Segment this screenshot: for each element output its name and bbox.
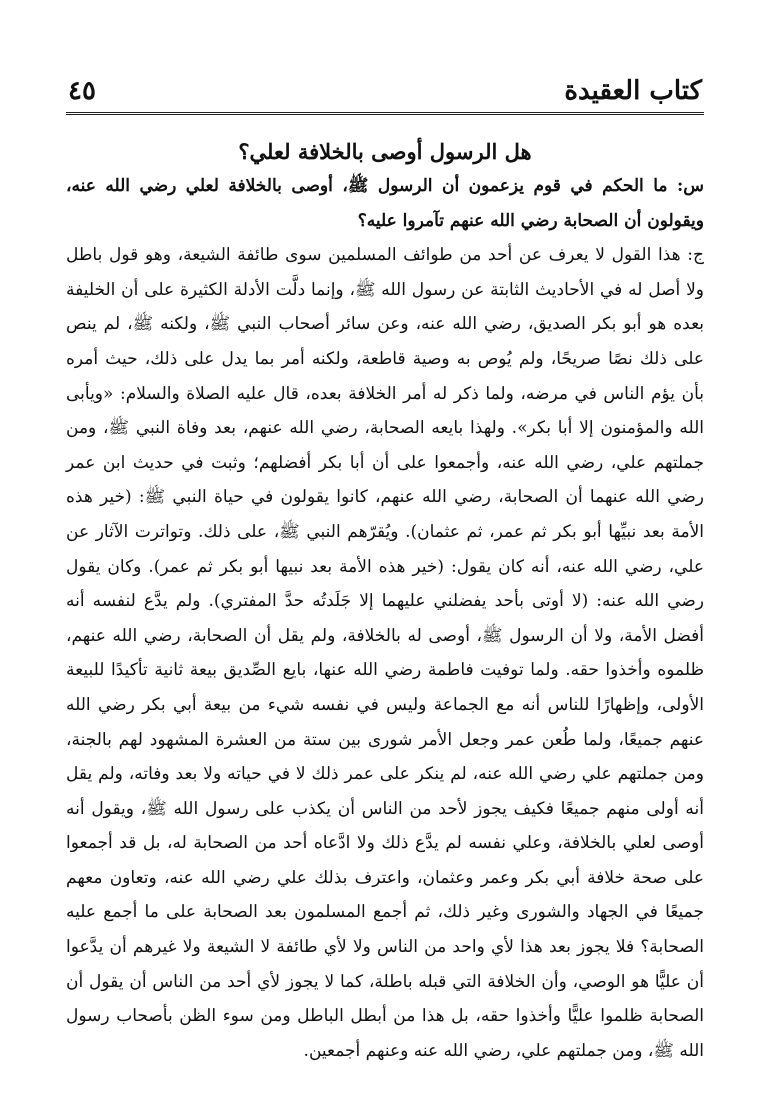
book-page: [66, 70, 704, 1068]
question-text: س: ما الحكم في قوم يزعمون أن الرسول ﷺ، أوصى بالخلافة لعلي رضي الله عنه، ويقولون أن الصحابة رضي الله عنهم تآمروا عليه؟: [66, 176, 704, 231]
header-rule: [66, 112, 704, 115]
answer-text: ج: هذا القول لا يعرف عن أحد من طوائف المسلمين سوى طائفة الشيعة، وهو قول باطل ولا أصل له في الأحاديث الثابتة عن رسول الله ﷺ، وإنما دلَّت الأدلة الكثيرة على أن الخليفة بعده هو أبو بكر الصديق، رضي الله عنه، وعن سائر أصحاب النبي ﷺ، ولكنه ﷺ، لم ينص على ذلك نصًا صريحًا، ولم يُوص به وصية قاطعة، ولكنه أمر بما يدل على ذلك، حيث أمره بأن يؤم الناس في مرضه، ولما ذكر له أمر الخلافة بعده، قال عليه الصلاة والسلام: «ويأبى الله والمؤمنون إلا أبا بكر». ولهذا بايعه الصحابة، رضي الله عنهم، بعد وفاة النبي ﷺ، ومن جملتهم علي، رضي الله عنه، وأجمعوا على أن أبا بكر أفضلهم؛ وثبت في حديث ابن عمر رضي الله عنهما أن الصحابة، رضي الله عنهم، كانوا يقولون في حياة النبي ﷺ: (خير هذه الأمة بعد نبيِّها أبو بكر ثم عمر، ثم عثمان). ويُقرّهم النبي ﷺ، على ذلك. وتواترت الآثار عن علي، رضي الله عنه، أنه كان يقول: (خير هذه الأمة بعد نبيها أبو بكر ثم عمر). وكان يقول رضي الله عنه: (لا أوتى بأحد يفضلني عليهما إلا جَلَدتُه حدَّ المفتري). ولم يدَّع لنفسه أنه أفضل الأمة، ولا أن الرسول ﷺ، أوصى له بالخلافة، ولم يقل أن الصحابة، رضي الله عنهم، ظلموه وأخذوا حقه. ولما توفيت فاطمة رضي الله عنها، بايع الصِّديق بيعة ثانية تأكيدًا للبيعة الأولى، وإظهارًا للناس أنه مع الجماعة وليس في نفسه شيء من بيعة أبي بكر رضي الله عنهم جميعًا، ولما طُعن عمر وجعل الأمر شورى بين ستة من العشرة المشهود لهم بالجنة، ومن جملتهم علي رضي الله عنه، لم ينكر على عمر ذلك لا في حياته ولا بعد وفاته، ولم يقل أنه أولى منهم جميعًا فكيف يجوز لأحد من الناس أن يكذب على رسول الله ﷺ، ويقول أنه أوصى لعلي بالخلافة، وعلي نفسه لم يدَّع ذلك ولا ادَّعاه أحد من الصحابة له، بل قد أجمعوا على صحة خلافة أبي بكر وعمر وعثمان، واعترف بذلك علي رضي الله عنه، وتعاون معهم جميعًا في الجهاد والشورى وغير ذلك، ثم أجمع المسلمون بعد الصحابة على ما أجمع عليه الصحابة؟ فلا يجوز بعد هذا لأي واحد من الناس ولا لأي طائفة لا الشيعة ولا غيرهم أن يدَّعوا أن عليًّا هو الوصي، وأن الخلافة التي قبله باطلة، كما لا يجوز لأي أحد من الناس أن يقول أن الصحابة ظلموا عليًّا وأخذوا حقه، بل هذا من أبطل الباطل ومن سوء الظن بأصحاب رسول الله ﷺ، ومن جملتهم علي، رضي الله عنه وعنهم أجمعين.: [66, 245, 704, 1061]
question-answer: [66, 169, 704, 1068]
book-title: كتاب العقيدة: [564, 76, 702, 106]
page-header: [66, 70, 704, 106]
section-title: هل الرسول أوصى بالخلافة لعلي؟: [238, 139, 532, 164]
page-number: ٤٥: [68, 76, 96, 106]
